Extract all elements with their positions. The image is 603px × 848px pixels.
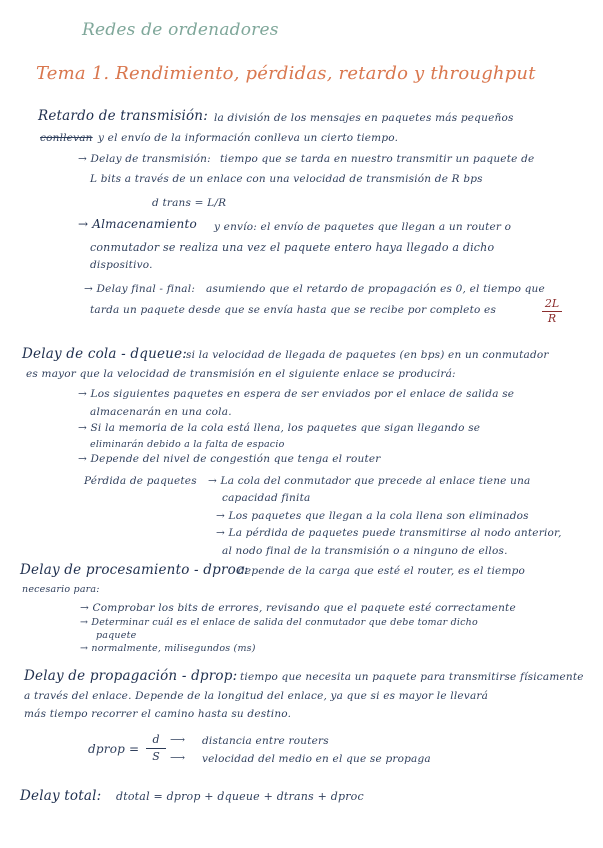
prop-line2: a través del enlace. Depende de la longitud del enlace, ya que si es mayor le llevará — [24, 690, 489, 702]
proc-line1: depende de la carga que esté el router, es el tiempo — [238, 565, 526, 577]
final-frac-den: R — [547, 312, 557, 325]
prop-frac-den: S — [152, 750, 160, 763]
final-delay-line2: tarda un paquete desde que se envía hasta que se recibe por completo es — [90, 304, 497, 316]
prop-formula-lhs: dprop = — [88, 742, 140, 756]
prop-num-desc: distancia entre routers — [202, 735, 329, 747]
prop-den-desc: velocidad del medio en el que se propaga — [202, 753, 431, 765]
topic-title: Tema 1. Rendimiento, pérdidas, retardo y throughput — [36, 63, 536, 84]
proc-b2-line2: paquete — [96, 630, 137, 641]
cola-heading: Delay de cola - dqueue: — [22, 346, 188, 362]
prop-arrow-num: ⟶ — [170, 734, 186, 746]
cola-b2-line1: → Si la memoria de la cola está llena, los paquetes que sigan llegando se — [78, 422, 481, 434]
retardo-line2: y el envío de la información conlleva un cierto tiempo. — [98, 132, 399, 144]
final-delay-head: → Delay final - final: — [84, 283, 196, 295]
retardo-line1: la división de los mensajes en paquetes más pequeños — [214, 112, 514, 124]
cola-b2-line2: eliminarán debido a la falta de espacio — [90, 439, 285, 450]
perdida-b3-line1: → La pérdida de paquetes puede transmitirse al nodo anterior, — [216, 527, 562, 539]
prop-heading: Delay de propagación - dprop: — [24, 668, 238, 684]
proc-b1: → Comprobar los bits de errores, revisando que el paquete esté correctamente — [80, 602, 516, 614]
prop-line1: tiempo que necesita un paquete para transmitirse físicamente — [240, 671, 584, 683]
page-title: Redes de ordenadores — [82, 20, 279, 40]
prop-frac-line — [146, 748, 166, 749]
prop-line3: más tiempo recorrer el camino hasta su destino. — [24, 708, 292, 720]
cola-line2: es mayor que la velocidad de transmisión en el siguiente enlace se producirá: — [26, 368, 456, 380]
trans-delay-line1: tiempo que se tarda en nuestro transmitir un paquete de — [220, 153, 535, 165]
prop-frac-num: d — [152, 733, 160, 746]
total-formula: dtotal = dprop + dqueue + dtrans + dproc — [116, 790, 364, 803]
almacenamiento-head: → Almacenamiento — [78, 217, 197, 231]
almacenamiento-line1: y envío: el envío de paquetes que llegan a un router o — [214, 221, 512, 233]
retardo-line2-strike: conllevan — [40, 132, 93, 144]
almacenamiento-line2: conmutador se realiza una vez el paquete entero haya llegado a dicho — [90, 241, 495, 254]
perdida-b2: → Los paquetes que llegan a la cola llena son eliminados — [216, 510, 529, 522]
proc-line2: necesario para: — [22, 584, 100, 595]
trans-delay-head: → Delay de transmisión: — [78, 153, 211, 165]
perdida-heading: Pérdida de paquetes — [84, 475, 197, 487]
proc-b2-line1: → Determinar cuál es el enlace de salida del conmutador que debe tomar dicho — [80, 617, 478, 628]
proc-heading: Delay de procesamiento - dproc: — [20, 562, 249, 578]
cola-b1-line1: → Los siguientes paquetes en espera de ser enviados por el enlace de salida se — [78, 388, 515, 400]
cola-line1: si la velocidad de llegada de paquetes (en bps) en un conmutador — [186, 349, 549, 361]
total-heading: Delay total: — [20, 788, 102, 804]
trans-formula: d trans = L/R — [152, 197, 227, 209]
perdida-b1-line2: capacidad finita — [222, 492, 311, 504]
cola-b3: → Depende del nivel de congestión que tenga el router — [78, 453, 381, 465]
trans-delay-line2: L bits a través de un enlace con una velocidad de transmisión de R bps — [90, 173, 483, 185]
prop-arrow-den: ⟶ — [170, 752, 186, 764]
cola-b1-line2: almacenarán en una cola. — [90, 406, 232, 418]
almacenamiento-line3: dispositivo. — [90, 259, 153, 271]
perdida-b3-line2: al nodo final de la transmisión o a ninguno de ellos. — [222, 545, 508, 557]
final-frac-num: 2L — [544, 297, 560, 310]
perdida-b1-line1: → La cola del conmutador que precede al enlace tiene una — [208, 475, 531, 487]
final-delay-line1: asumiendo que el retardo de propagación es 0, el tiempo que — [206, 283, 545, 295]
proc-b3: → normalmente, milisegundos (ms) — [80, 643, 256, 654]
retardo-heading: Retardo de transmisión: — [38, 108, 208, 124]
